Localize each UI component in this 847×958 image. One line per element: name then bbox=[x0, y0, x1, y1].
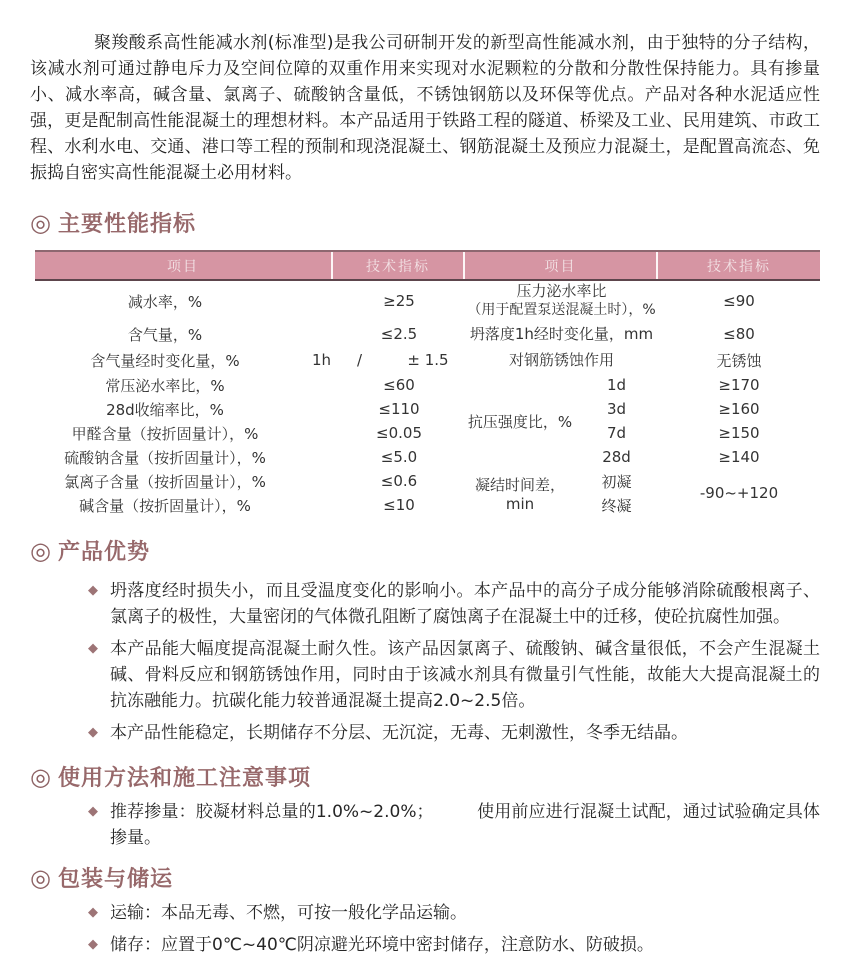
list-item bbox=[88, 636, 820, 714]
table-row bbox=[35, 421, 465, 445]
performance-table bbox=[35, 250, 820, 517]
row-item-text: 含气量经时变化量，% bbox=[90, 351, 240, 370]
table-subrow bbox=[575, 421, 820, 445]
section-title-text: 使用方法和施工注意事项 bbox=[57, 766, 311, 791]
table-group-setting-time bbox=[465, 469, 820, 517]
row-item-label: 甲醛含量（按折固量计），% bbox=[71, 424, 259, 443]
table-row bbox=[465, 281, 820, 321]
table-right-columns bbox=[465, 281, 820, 517]
table-header-spec-right: 技术指标 bbox=[707, 258, 771, 275]
trial-mix-note: 使用前应进行混凝土试配，通过试验确定具体掺量。 bbox=[110, 802, 821, 848]
table-header-spec-left: 技术指标 bbox=[333, 252, 465, 279]
bullet-text: 运输：本品无毒、不燃，可按一般化学品运输。 bbox=[110, 903, 467, 923]
group-label: 抗压强度比，% bbox=[467, 412, 573, 431]
section-marker-icon: ◎ bbox=[30, 536, 52, 565]
table-subrow bbox=[575, 397, 820, 421]
table-row bbox=[35, 493, 465, 517]
section-title-advantages bbox=[30, 535, 847, 566]
table-row bbox=[35, 445, 465, 469]
section-title-text: 主要性能指标 bbox=[57, 212, 196, 237]
row-spec-value: ≤0.05 bbox=[376, 424, 422, 442]
section-title-performance bbox=[30, 207, 847, 238]
table-group-compressive-strength bbox=[465, 373, 820, 469]
table-body bbox=[35, 281, 820, 517]
row-item-label bbox=[465, 282, 658, 320]
list-item bbox=[88, 932, 820, 958]
bullet-text bbox=[110, 799, 820, 851]
row-item-label: 氯离子含量（按折固量计），% bbox=[64, 472, 266, 491]
diamond-bullet-icon: ◆ bbox=[88, 905, 98, 920]
row-item-label: 硫酸钠含量（按折固量计），% bbox=[64, 448, 266, 467]
group-subrows bbox=[575, 469, 658, 517]
list-item bbox=[88, 799, 820, 851]
row-item-label bbox=[35, 350, 333, 371]
row-spec-value: 无锈蚀 bbox=[716, 351, 762, 370]
diamond-bullet-icon: ◆ bbox=[88, 641, 98, 656]
row-spec-value: ≥25 bbox=[383, 292, 415, 310]
row-spec-value: ≤5.0 bbox=[380, 448, 418, 466]
row-time-label: 1h bbox=[311, 351, 331, 369]
row-item-line1: 压力泌水率比 bbox=[516, 282, 607, 300]
row-item-label: 对钢筋锈蚀作用 bbox=[508, 350, 614, 369]
row-spec-value: ≤10 bbox=[383, 496, 415, 514]
bullet-text: 本产品性能稳定，长期储存不分层、无沉淀，无毒、无刺激性，冬季无结晶。 bbox=[110, 723, 688, 743]
subrow-final-set: 终凝 bbox=[601, 496, 632, 515]
table-row bbox=[35, 347, 465, 373]
row-spec-value: ≤0.6 bbox=[380, 472, 418, 490]
subrow-spec-value: ≥170 bbox=[718, 376, 760, 394]
row-item-label: 坍落度1h经时变化量，mm bbox=[469, 324, 654, 343]
table-row bbox=[35, 281, 465, 321]
row-slash: / bbox=[357, 351, 363, 369]
row-item-label: 减水率，% bbox=[127, 292, 203, 311]
diamond-bullet-icon: ◆ bbox=[88, 583, 98, 598]
table-row bbox=[35, 373, 465, 397]
usage-bullet-list bbox=[0, 799, 847, 851]
table-row bbox=[35, 469, 465, 493]
table-subrow bbox=[575, 373, 820, 397]
section-title-packaging bbox=[30, 862, 847, 893]
subrow-age-label: 28d bbox=[602, 448, 631, 466]
row-item-label: 含气量，% bbox=[127, 325, 203, 344]
list-item bbox=[88, 900, 820, 926]
section-marker-icon: ◎ bbox=[30, 762, 52, 791]
bullet-text: 本产品能大幅度提高混凝土耐久性。该产品因氯离子、硫酸钠、碱含量很低，不会产生混凝土碱、骨料反应和钢筋锈蚀作用，同时由于该减水剂具有微量引气性能，故能大大提高混凝土的抗冻融能力。抗碳化能力较普通混凝土提高2.0~2.5倍。 bbox=[110, 639, 820, 711]
intro-paragraph: 聚羧酸系高性能减水剂(标准型)是我公司研制开发的新型高性能减水剂，由于独特的分子结构，该减水剂可通过静电斥力及空间位障的双重作用来实现对水泥颗粒的分散和分散性保持能力。具有掺量小、减水率高，碱含量、氯离子、硫酸钠含量低，不锈蚀钢筋以及环保等优点。产品对各种水泥适应性强，更是配制高性能混凝土的理想材料。本产品适用于铁路工程的隧道、桥梁及工业、民用建筑、市政工程、水利水电、交通、港口等工程的预制和现浇混凝土、钢筋混凝土及预应力混凝土，是配置高流态、免振捣自密实高性能混凝土必用材料。 bbox=[30, 33, 820, 183]
row-spec-value: ≤60 bbox=[383, 376, 415, 394]
row-item-label: 28d收缩率比，% bbox=[106, 400, 224, 419]
table-row bbox=[465, 347, 820, 373]
row-value-text: ± 1.5 bbox=[407, 351, 449, 369]
subrow-spec-value: ≥140 bbox=[718, 448, 760, 466]
section-marker-icon: ◎ bbox=[30, 208, 52, 237]
subrow-age-label: 7d bbox=[606, 424, 627, 442]
row-spec-value: ≤80 bbox=[723, 325, 755, 343]
list-item bbox=[88, 578, 820, 630]
table-header-row bbox=[35, 250, 820, 281]
subrow-age-label: 3d bbox=[606, 400, 627, 418]
row-spec-value: ≤110 bbox=[378, 400, 420, 418]
table-row bbox=[35, 321, 465, 347]
diamond-bullet-icon: ◆ bbox=[88, 804, 98, 819]
table-header-item-left: 项目 bbox=[35, 252, 333, 279]
table-header-item-right: 项目 bbox=[465, 252, 658, 279]
group-label: 凝结时间差，min bbox=[474, 475, 565, 513]
table-row bbox=[465, 321, 820, 347]
table-subrow bbox=[575, 445, 820, 469]
diamond-bullet-icon: ◆ bbox=[88, 725, 98, 740]
diamond-bullet-icon: ◆ bbox=[88, 937, 98, 952]
row-item-line2: （用于配置泵送混凝土时），% bbox=[467, 302, 656, 318]
bullet-text: 坍落度经时损失小，而且受温度变化的影响小。本产品中的高分子成分能够消除硫酸根离子、氯离子的极性，大量密闭的气体微孔阻断了腐蚀离子在混凝土中的迁移，使砼抗腐性加强。 bbox=[110, 581, 820, 627]
group-spec-value: -90~+120 bbox=[699, 484, 779, 502]
subrow-age-label: 1d bbox=[606, 376, 627, 394]
row-item-label: 常压泌水率比，% bbox=[105, 376, 225, 395]
section-title-text: 产品优势 bbox=[57, 540, 150, 565]
row-item-label: 碱含量（按折固量计），% bbox=[79, 496, 251, 515]
row-spec-value: ≤2.5 bbox=[380, 325, 418, 343]
packaging-bullet-list bbox=[0, 900, 847, 958]
subrow-initial-set: 初凝 bbox=[601, 472, 632, 491]
row-spec-value: ≤90 bbox=[723, 292, 755, 310]
group-subrows bbox=[575, 373, 820, 469]
table-left-columns bbox=[35, 281, 465, 517]
list-item bbox=[88, 720, 820, 746]
row-spec-value bbox=[333, 351, 465, 369]
subrow-spec-value: ≥160 bbox=[718, 400, 760, 418]
table-row bbox=[35, 397, 465, 421]
advantages-bullet-list bbox=[0, 578, 847, 746]
section-marker-icon: ◎ bbox=[30, 863, 52, 892]
subrow-spec-value: ≥150 bbox=[718, 424, 760, 442]
bullet-text: 储存：应置于0℃~40℃阴凉避光环境中密封储存，注意防水、防破损。 bbox=[110, 935, 654, 955]
dosage-recommendation: 推荐掺量：胶凝材料总量的1.0%~2.0%； bbox=[110, 802, 434, 822]
section-title-text: 包装与储运 bbox=[57, 867, 173, 892]
section-title-usage bbox=[30, 761, 847, 792]
